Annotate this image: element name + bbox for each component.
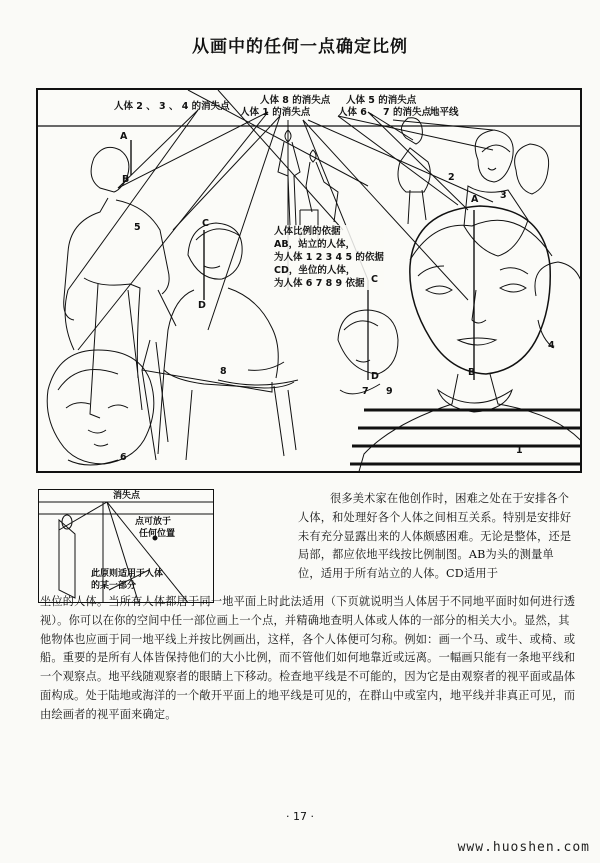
paragraph-text: 很多美术家在他创作时，困难之处在于安排各个人体，和处理好各个人体之间相互关系。特别是安排好未有充分显露出来的人体颇感困难。无论是整体，还是局部，都应依地平线按比例制图。AB为头的测量单位，适用于所有站立的人体。CD适用于 bbox=[298, 492, 572, 581]
label-vp-8: 人体 8 的消失点 bbox=[260, 95, 331, 106]
note-line: 为人体 6 7 8 9 依据 bbox=[274, 278, 365, 289]
number-6: 6 bbox=[120, 452, 127, 463]
small-diagram bbox=[38, 489, 214, 603]
number-2: 2 bbox=[448, 172, 455, 183]
main-illustration bbox=[36, 88, 582, 473]
marker-b: B bbox=[468, 367, 476, 378]
proportion-note bbox=[274, 225, 384, 290]
number-8: 8 bbox=[220, 366, 227, 377]
paragraph-text: 坐位的人体。当所有人体都居于同一地平面上时此法适用（下页就说明当人体居于不同地平面时如何进行透视）。你可以在你的空间中任一部位画上一个点，并精确地查明人体或人体的一部分的相关大小。显然，其他物体也应画于同一地平线上并按比例画出，这样，各个人体便可匀称。例如：画一个马、或牛、或椅、或船。重要的是所有人体皆保持他们的大小比例，而不管他们如何地靠近或远离。一幅画只能有一条地平线和一个观察点。地平线随观察者的眼睛上下移动。检查地平线是不可能的，因为它是由观察者的视平面或晶体面构成。处于陆地或海洋的一个敞开平面上的地平线是可见的，在群山中或室内，地平线并非真正可见，而由绘画者的视平面来确定。 bbox=[40, 595, 576, 721]
label-vp-234: 人体 2 、 3 、 4 的消失点 bbox=[114, 101, 230, 112]
website-watermark: www.huoshen.com bbox=[457, 840, 590, 855]
note-line: 人体比例的依据 bbox=[274, 226, 341, 237]
body-paragraph-1 bbox=[298, 490, 576, 584]
small-vp-label: 消失点 bbox=[113, 491, 141, 501]
small-rule-label: 的某一部分 bbox=[91, 581, 137, 591]
number-7: 7 bbox=[362, 386, 369, 397]
marker-d: D bbox=[371, 371, 379, 382]
page-title: 从画中的任何一点确定比例 bbox=[192, 37, 408, 57]
label-vp-1: 人体 1 的消失点 bbox=[240, 107, 311, 118]
number-3: 3 bbox=[500, 190, 507, 201]
label-vp-67: 人体 6 、 7 的消失点 bbox=[338, 107, 431, 118]
note-line: AB，站立的人体， bbox=[274, 239, 356, 250]
number-1: 1 bbox=[516, 445, 523, 456]
body-paragraph-2 bbox=[40, 593, 580, 725]
label-horizon: 地平线 bbox=[430, 107, 459, 118]
number-9: 9 bbox=[386, 386, 393, 397]
small-point-label: 点可放于 bbox=[135, 517, 172, 527]
marker-a: A bbox=[120, 131, 128, 142]
marker-d: D bbox=[198, 300, 206, 311]
number-5: 5 bbox=[134, 222, 141, 233]
marker-b: B bbox=[122, 174, 130, 185]
note-line: CD，坐位的人体， bbox=[274, 265, 356, 276]
note-line: 为人体 1 2 3 4 5 的依据 bbox=[274, 252, 384, 263]
marker-a: A bbox=[471, 194, 479, 205]
small-rule-label: 此原则适用于人体 bbox=[91, 569, 164, 579]
label-vp-5: 人体 5 的消失点 bbox=[346, 95, 417, 106]
page-number: · 17 · bbox=[286, 810, 314, 823]
marker-c: C bbox=[371, 274, 378, 285]
number-4: 4 bbox=[548, 340, 555, 351]
small-point-label: 任何位置 bbox=[139, 529, 176, 539]
marker-c: C bbox=[202, 218, 209, 229]
